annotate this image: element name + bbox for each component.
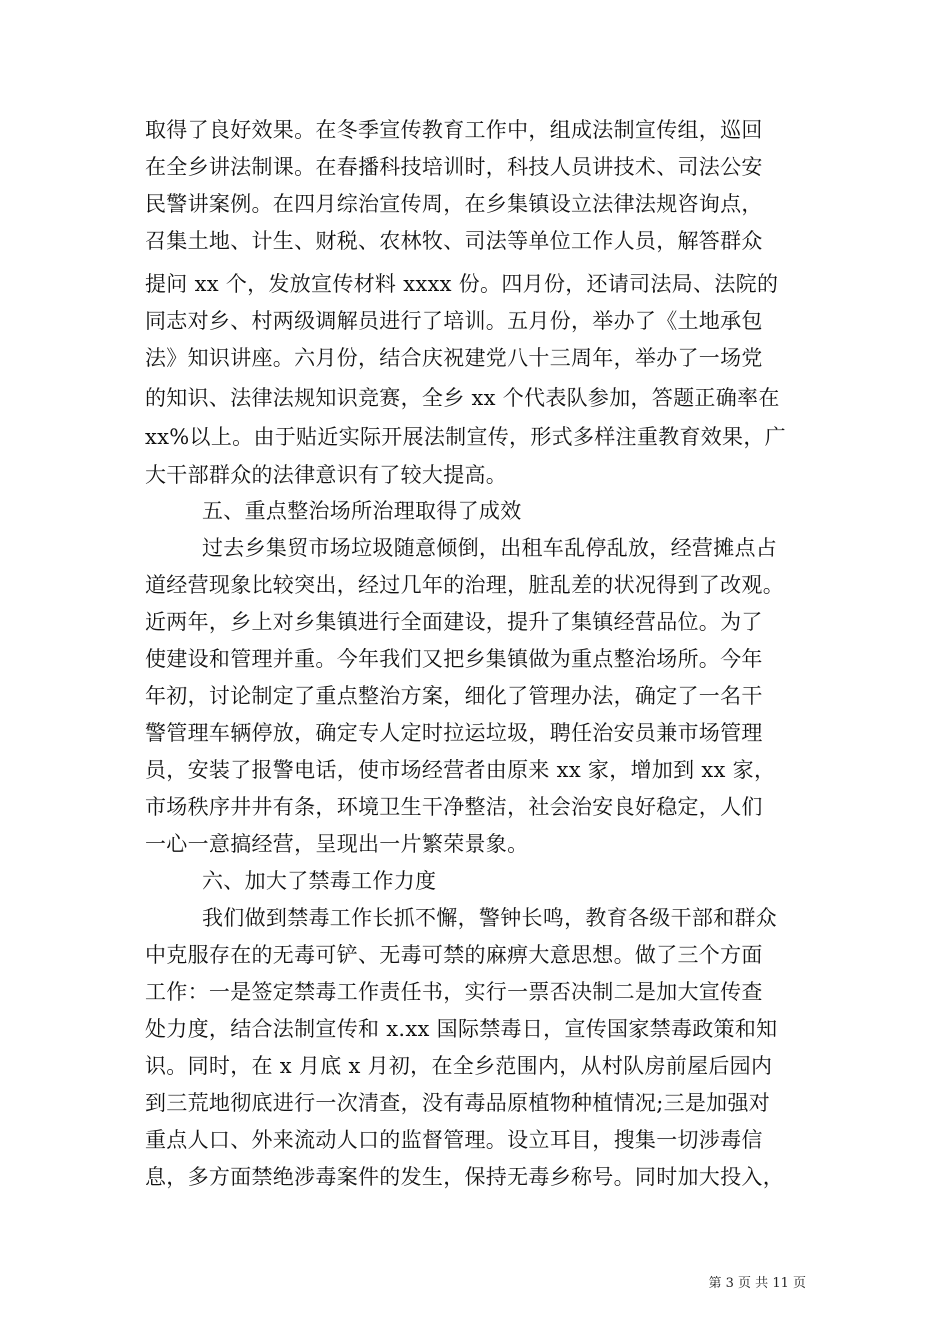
paragraph-line: 息，多方面禁绝涉毒案件的发生，保持无毒乡称号。同时加大投入，: [145, 1165, 784, 1189]
paragraph-line: 识。同时，在 x 月底 x 月初，在全乡范围内，从村队房前屋后园内: [145, 1054, 773, 1078]
paragraph-line: xx%以上。由于贴近实际开展法制宣传，形式多样注重教育效果，广: [145, 425, 786, 449]
page-number: 第 3 页 共 11 页: [708, 1276, 806, 1291]
paragraph-line: 在全乡讲法制课。在春播科技培训时，科技人员讲技术、司法公安: [145, 155, 763, 179]
paragraph-line: 民警讲案例。在四月综治宣传周，在乡集镇设立法律法规咨询点，: [145, 192, 763, 216]
paragraph-line: 取得了良好效果。在冬季宣传教育工作中，组成法制宣传组，巡回: [145, 118, 763, 142]
paragraph-line: 的知识、法律法规知识竞赛，全乡 xx 个代表队参加，答题正确率在: [145, 386, 780, 410]
paragraph-line: 法》知识讲座。六月份，结合庆祝建党八十三周年，举办了一场党: [145, 346, 763, 370]
paragraph-line: 大干部群众的法律意识有了较大提高。: [145, 463, 508, 487]
paragraph-line: 近两年，乡上对乡集镇进行全面建设，提升了集镇经营品位。为了: [145, 610, 763, 634]
paragraph-line: 年初，讨论制定了重点整治方案，细化了管理办法，确定了一名干: [145, 684, 763, 708]
paragraph-line: 重点人口、外来流动人口的监督管理。设立耳目，搜集一切涉毒信: [145, 1128, 763, 1152]
paragraph-line: 警管理车辆停放，确定专人定时拉运垃圾，聘任治安员兼市场管理: [145, 721, 763, 745]
paragraph-line: 同志对乡、村两级调解员进行了培训。五月份，举办了《土地承包: [145, 309, 763, 333]
paragraph-line: 员，安装了报警电话，使市场经营者由原来 xx 家，增加到 xx 家，: [145, 758, 776, 782]
section-heading: 六、加大了禁毒工作力度: [202, 869, 437, 893]
paragraph-line: 中克服存在的无毒可铲、无毒可禁的麻痹大意思想。做了三个方面: [145, 943, 763, 967]
paragraph-line: 处力度，结合法制宣传和 x.xx 国际禁毒日，宣传国家禁毒政策和知: [145, 1017, 778, 1041]
paragraph-line: 到三荒地彻底进行一次清查，没有毒品原植物种植情况;三是加强对: [145, 1091, 771, 1115]
paragraph-line: 市场秩序井井有条，环境卫生干净整洁，社会治安良好稳定，人们: [145, 795, 763, 819]
paragraph-line: 提问 xx 个，发放宣传材料 xxxx 份。四月份，还请司法局、法院的: [145, 272, 779, 296]
paragraph-line: 我们做到禁毒工作长抓不懈，警钟长鸣，教育各级干部和群众: [202, 906, 778, 930]
paragraph-line: 道经营现象比较突出，经过几年的治理，脏乱差的状况得到了改观。: [145, 573, 784, 597]
paragraph-line: 过去乡集贸市场垃圾随意倾倒，出租车乱停乱放，经营摊点占: [202, 536, 778, 560]
paragraph-line: 召集土地、计生、财税、农林牧、司法等单位工作人员，解答群众: [145, 229, 763, 253]
section-heading: 五、重点整治场所治理取得了成效: [202, 499, 522, 523]
paragraph-line: 工作：一是签定禁毒工作责任书，实行一票否决制二是加大宣传查: [145, 980, 763, 1004]
paragraph-line: 使建设和管理并重。今年我们又把乡集镇做为重点整治场所。今年: [145, 647, 763, 671]
paragraph-line: 一心一意搞经营，呈现出一片繁荣景象。: [145, 832, 529, 856]
